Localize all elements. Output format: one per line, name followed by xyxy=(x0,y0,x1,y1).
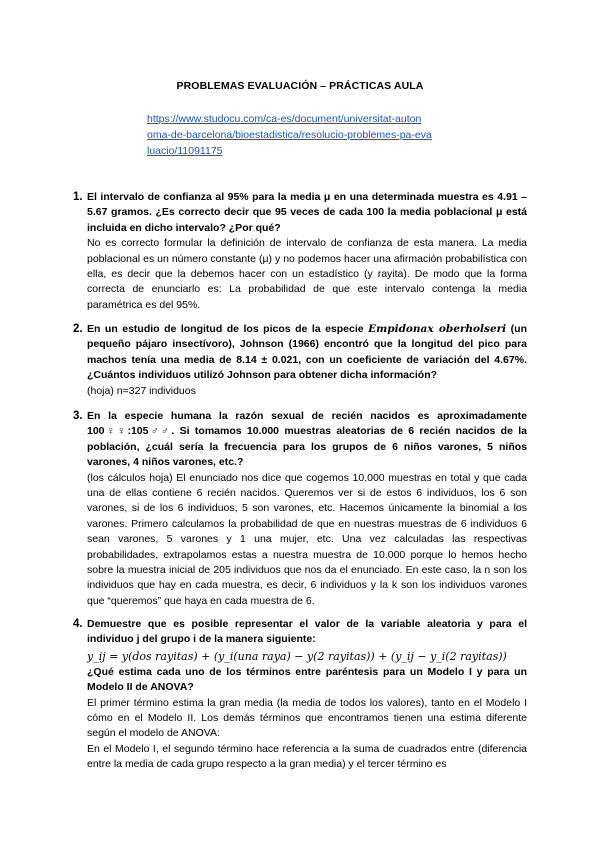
source-link-line[interactable]: oma-de-barcelona/bioestadistica/resolucio-problemes-pa-eva xyxy=(147,129,432,141)
question-text: En la especie humana la razón sexual de recién nacidos es aproximadamente 100♀♀:105♂♂. Si tomamos 10.000 muestras aleatorias de 6 recién nacidos de la población, ¿cuál sería la frecuencia para los grupos de 6 niños varones, 5 niños varones, 4 niños varones, etc.? xyxy=(87,410,527,469)
question-text: ¿Qué estima cada uno de los términos entre paréntesis para un Modelo I y para un Modelo II de ANOVA? xyxy=(87,665,527,694)
answer-text: (los cálculos hoja) El enunciado nos dice que cogemos 10.000 muestras en total y que cada una de ellas contiene 6 recién nacidos. Queremos ver si de estos 6 individuos, los 6 son varones, si de los 6 individuos, 5 son varones, etc. Hacemos únicamente la binomial a los varones. Primero calculamos la probabilidad de que en nuestras muestras de 6 individuos 6 sean varones, 5 varones y 1 una mujer, etc. Una vez calculadas las respectivas probabilidades, extrapolamos estas a nuestra muestra de 10.000 porque lo hemos hecho sobre la muestra inicial de 205 individuos que nos da el enunciado. En este caso, la n son los individuos que hay en cada muestra, es decir, 6 individuos y la k son los individuos varones que “queremos” que haya en cada muestra de 6. xyxy=(87,471,527,607)
question-text: Demuestre que es posible representar el valor de la variable aleatoria y para el individuo j del grupo i de la manera siguiente: xyxy=(87,618,527,646)
species-name: Empidonax oberholseri xyxy=(368,323,507,335)
question-number: 4. xyxy=(73,618,83,630)
answer-text: En el Modelo I, el segundo término hace referencia a la suma de cuadrados entre (diferencia entre la media de cada grupo respecto a la gran media) y el tercer término es xyxy=(87,742,527,771)
question-number: 3. xyxy=(73,410,83,422)
source-link-line[interactable]: luacio/11091175 xyxy=(147,145,223,157)
question-3 xyxy=(73,409,527,609)
answer-text: No es correcto formular la definición de intervalo de confianza de esta manera. La media poblacional es un número constante (μ) y no podemos hacer una afirmación probabilística con ella, es decir que la debemos hacer con un estadístico (y rayita). De modo que la forma correcta de enunciarlo es: La probabilidad de que este intervalo contenga la media paramétrica es del 95%. xyxy=(87,237,527,311)
answer-text: (hoja) n=327 individuos xyxy=(87,384,196,397)
question-text-part: En un estudio de longitud de los picos de la especie xyxy=(87,323,369,335)
question-number: 2. xyxy=(73,323,83,335)
question-4 xyxy=(73,617,527,773)
source-link-line[interactable]: https://www.studocu.com/ca-es/document/universitat-auton xyxy=(147,113,422,125)
source-link[interactable] xyxy=(147,111,457,159)
anova-equation: y_ij = y(dos rayitas) + (y_i(una raya) − y(2 rayitas)) + (y_ij − y_i(2 rayitas)) xyxy=(87,649,507,663)
question-2 xyxy=(73,322,527,399)
answer-text: El primer término estima la gran media (la media de todos los valores), tanto en el Modelo I cómo en el Modelo II. Los demás términos que encontramos tienen una estima diferente según el modelo de ANOVA: xyxy=(87,696,527,740)
question-number: 1. xyxy=(73,191,83,203)
page-title: PROBLEMAS EVALUACIÓN – PRÁCTICAS AULA xyxy=(176,80,424,92)
question-text xyxy=(87,322,527,384)
question-text-part: (un pequeño pájaro insectívoro), Johnson (1966) encontró que la longitud del pico para machos tenía una media de 8.14 ± 0.021, con un coeficiente de variación del 4.67%. ¿Cuántos individuos utilizó Johnson para obtener dicha información? xyxy=(87,323,527,382)
question-1 xyxy=(73,190,527,313)
question-text: El intervalo de confianza al 95% para la media μ en una determinada muestra es 4.91 – 5.67 gramos. ¿Es correcto decir que 95 veces de cada 100 la media poblacional μ está incluida en dicho intervalo? ¿Por qué? xyxy=(87,191,527,234)
